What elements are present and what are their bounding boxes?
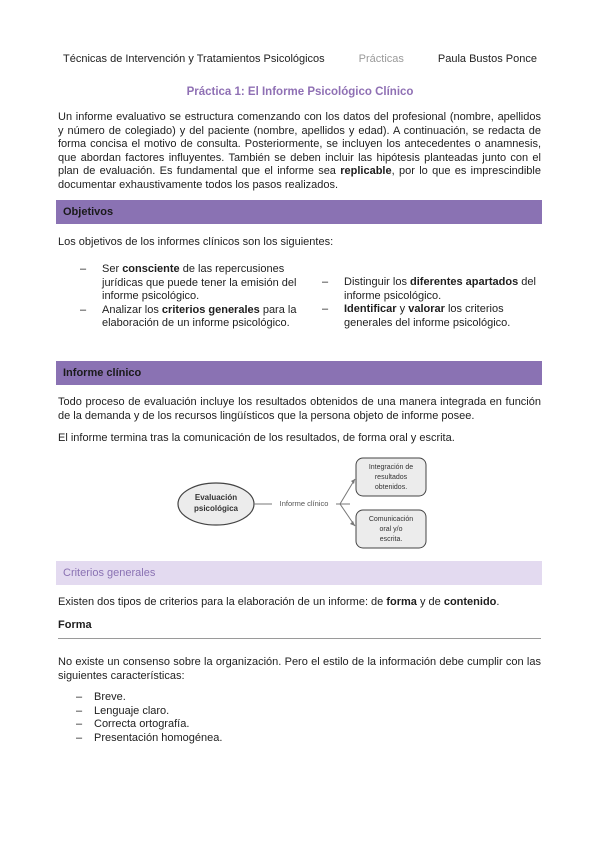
intro-bold: replicable: [340, 165, 392, 178]
section-criterios-heading: Criterios generales: [56, 561, 542, 585]
header-section: Prácticas: [358, 53, 404, 65]
list-item: – Distinguir los diferentes apartados del informe psicológico.: [322, 276, 536, 302]
list-item: – Identificar y valorar los criterios generales del informe psicológico.: [322, 303, 511, 329]
diagram-bottom-label-3: escrita.: [379, 536, 403, 543]
intro-text-1: Un informe evaluativo se estructura comenzando con los datos del profesional (nombre, apellidos y número de colegiado) y del paciente (nombre, apellidos y edad). A continuación, se redacta de forma concisa el motivo de consulta. Posteriormente, se incluyen los antecedentes o anamnesis, que abordan factores influyentes. También se deben incluir las hipótesis planteadas junto con el plan de evaluación. Es fundamental que el informe sea: [58, 111, 541, 178]
section-informe-heading: Informe clínico: [56, 361, 542, 385]
forma-list: [76, 691, 222, 745]
page-header: [63, 53, 537, 65]
dash-bullet: –: [76, 731, 83, 744]
dash-bullet: –: [322, 303, 329, 316]
diagram-top-label-1: Integración de: [368, 464, 414, 471]
evaluation-diagram: [170, 454, 430, 554]
informe-paragraph-2: El informe termina tras la comunicación de los resultados, de forma oral y escrita.: [58, 432, 455, 444]
diagram-bottom-label-1: Comunicación: [368, 516, 414, 523]
list-item: – Presentación homogénea.: [76, 731, 223, 744]
header-course: Técnicas de Intervención y Tratamientos Psicológicos: [63, 53, 325, 65]
forma-paragraph: No existe un consenso sobre la organización. Pero el estilo de la información debe cumplir con las siguientes características:: [58, 656, 541, 682]
diagram-bottom-label-2: oral y/o: [379, 526, 403, 533]
intro-text-2: , por lo que es imprescindible documentar exhaustivamente todos los pasos realizados.: [58, 165, 541, 191]
diagram-center-label-1: Evaluación: [194, 493, 238, 502]
list-item: – Analizar los criterios generales para la elaboración de un informe psicológico.: [80, 303, 297, 330]
diagram-top-label-3: obtenidos.: [374, 484, 408, 491]
header-author: Paula Bustos Ponce: [437, 53, 537, 65]
diagram-top-label-2: resultados: [374, 474, 408, 481]
list-item: – Breve.: [76, 691, 126, 703]
diagram-center-label-2: psicológica: [193, 504, 239, 513]
dash-bullet: –: [80, 263, 87, 275]
page-title: Práctica 1: El Informe Psicológico Clínico: [186, 86, 414, 98]
dash-bullet: –: [322, 276, 329, 288]
list-item: – Correcta ortografía.: [76, 718, 190, 731]
criterios-paragraph: Existen dos tipos de criterios para la elaboración de un informe: de forma y de contenido.: [58, 596, 500, 608]
objetivos-list-right: [322, 276, 540, 330]
dash-bullet: –: [80, 303, 87, 316]
informe-paragraph-1: Todo proceso de evaluación incluye los resultados obtenidos de una manera integrada en función de la demanda y de los recursos lingüísticos que la persona objeto de informe posee.: [58, 396, 541, 422]
objetivos-list-left: [80, 263, 298, 331]
divider: [58, 638, 541, 639]
diagram-arrow-label: Informe clínico: [279, 499, 329, 508]
dash-bullet: –: [76, 718, 83, 731]
list-item: – Ser consciente de las repercusiones jurídicas que puede tener la emisión del informe psicológico.: [80, 263, 297, 303]
arrowhead-icon: [350, 521, 355, 526]
forma-heading: Forma: [58, 619, 92, 631]
objetivos-intro: Los objetivos de los informes clínicos son los siguientes:: [58, 236, 334, 248]
intro-paragraph: [58, 111, 541, 193]
section-objetivos-heading: Objetivos: [56, 200, 542, 224]
dash-bullet: –: [76, 704, 83, 717]
list-item: – Lenguaje claro.: [76, 704, 170, 717]
dash-bullet: –: [76, 691, 83, 703]
